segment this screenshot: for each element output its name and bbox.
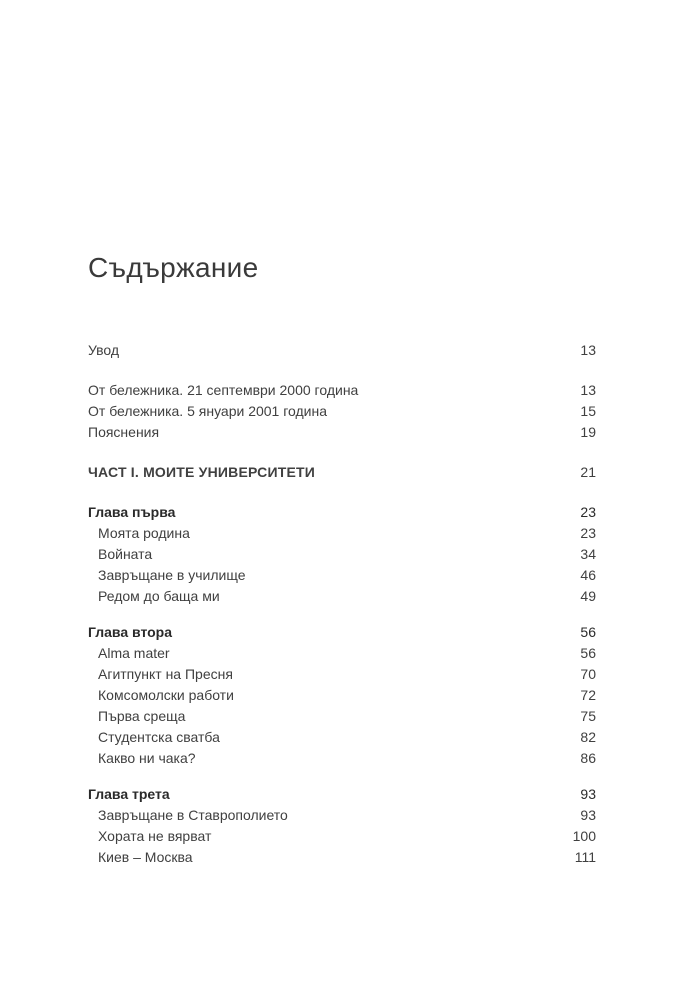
table-of-contents	[88, 340, 596, 868]
toc-section-title: Студентска сватба	[98, 729, 220, 745]
toc-chapter-page: 93	[580, 786, 596, 802]
toc-section-title: Редом до баща ми	[98, 588, 220, 604]
toc-section-page: 100	[572, 828, 596, 844]
toc-section	[88, 805, 596, 826]
toc-part-heading	[88, 462, 596, 483]
toc-entry	[88, 380, 596, 401]
toc-entry-page: 15	[580, 403, 596, 419]
toc-section-page: 75	[580, 708, 596, 724]
toc-entry	[88, 340, 596, 361]
toc-section	[88, 664, 596, 685]
toc-entry-page: 19	[580, 424, 596, 440]
toc-entry-title: От бележника. 5 януари 2001 година	[88, 403, 328, 419]
toc-section-page: 23	[580, 525, 596, 541]
toc-section	[88, 685, 596, 706]
toc-section-title: Киев – Москва	[98, 849, 193, 865]
toc-chapter-page: 56	[580, 624, 596, 640]
toc-section-title: Комсомолски работи	[98, 687, 234, 703]
toc-section	[88, 706, 596, 727]
toc-section-title: Моята родина	[98, 525, 190, 541]
toc-chapter-title: Глава трета	[88, 786, 170, 802]
toc-section-page: 46	[580, 567, 596, 583]
toc-section	[88, 586, 596, 607]
toc-entry-title: Увод	[88, 342, 120, 358]
toc-section-title: Завръщане в училище	[98, 567, 246, 583]
toc-section-page: 111	[574, 849, 596, 865]
toc-entry	[88, 401, 596, 422]
toc-section	[88, 826, 596, 847]
toc-chapter-heading	[88, 622, 596, 643]
toc-section-page: 56	[580, 645, 596, 661]
toc-section	[88, 727, 596, 748]
toc-chapter-heading	[88, 502, 596, 523]
toc-entry	[88, 422, 596, 443]
toc-section-page: 70	[580, 666, 596, 682]
toc-section-title: Завръщане в Ставрополието	[98, 807, 288, 823]
toc-section	[88, 544, 596, 565]
toc-section	[88, 523, 596, 544]
toc-entry-page: 13	[580, 382, 596, 398]
toc-section-title: Alma mater	[98, 645, 170, 661]
toc-section	[88, 565, 596, 586]
toc-part-title: ЧАСТ I. МОИТЕ УНИВЕРСИТЕТИ	[88, 464, 316, 480]
toc-chapter-page: 23	[580, 504, 596, 520]
toc-section-title: Хората не вярват	[98, 828, 212, 844]
toc-entry-title: От бележника. 21 септември 2000 година	[88, 382, 359, 398]
toc-section-title: Какво ни чака?	[98, 750, 196, 766]
toc-entry-title: Пояснения	[88, 424, 160, 440]
toc-section-page: 82	[580, 729, 596, 745]
toc-section	[88, 847, 596, 868]
page-title: Съдържание	[88, 252, 259, 283]
toc-section-page: 72	[580, 687, 596, 703]
toc-chapter-title: Глава втора	[88, 624, 172, 640]
toc-section-page: 86	[580, 750, 596, 766]
toc-section-page: 93	[580, 807, 596, 823]
toc-section-page: 49	[580, 588, 596, 604]
toc-section	[88, 643, 596, 664]
toc-section-title: Първа среща	[98, 708, 186, 724]
toc-part-page: 21	[580, 464, 596, 480]
toc-chapter-title: Глава първа	[88, 504, 176, 520]
toc-section-page: 34	[580, 546, 596, 562]
toc-section	[88, 748, 596, 769]
toc-entry-page: 13	[580, 342, 596, 358]
toc-section-title: Агитпункт на Пресня	[98, 666, 233, 682]
toc-chapter-heading	[88, 784, 596, 805]
toc-section-title: Войната	[98, 546, 153, 562]
